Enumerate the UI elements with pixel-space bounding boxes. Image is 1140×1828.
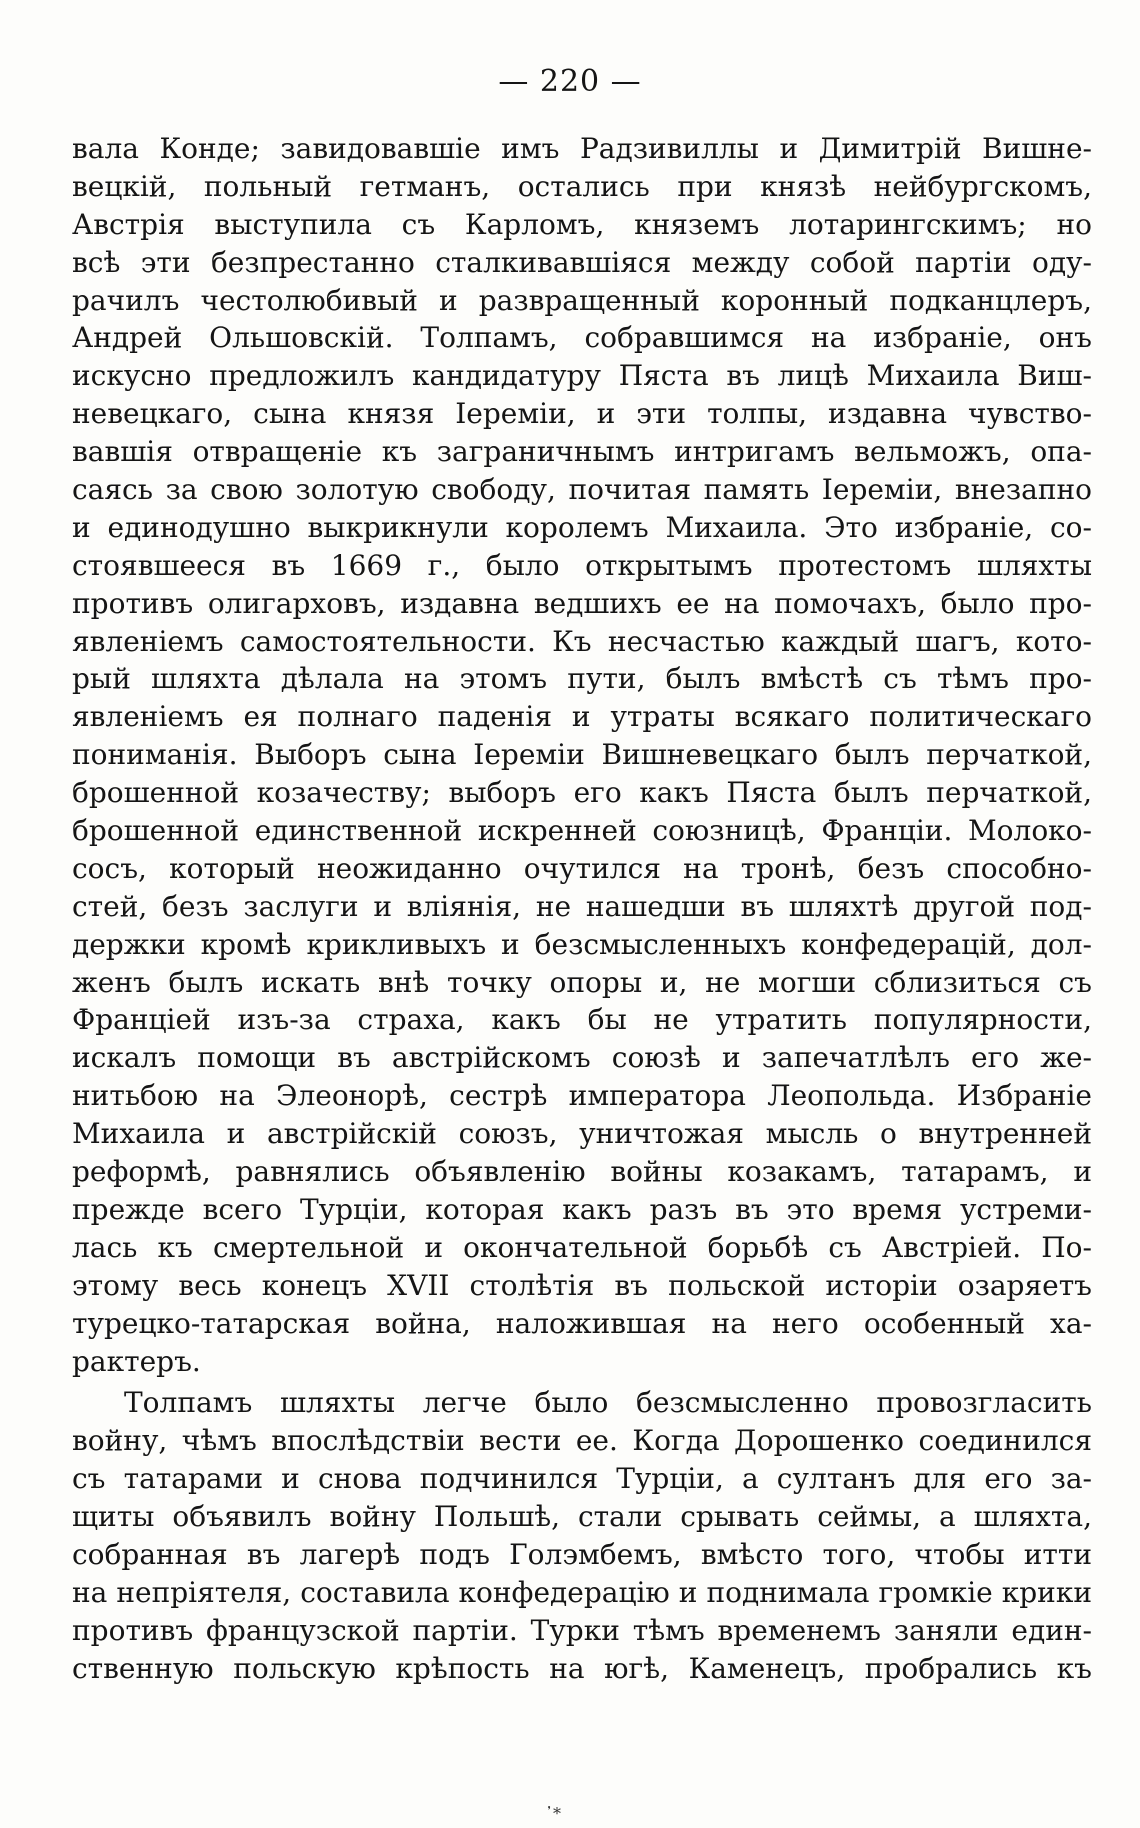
text-line: собранная въ лагерѣ подъ Голэмбемъ, вмѣсто того, чтобы итти [72,1537,1092,1571]
text-line: вецкій, польный гетманъ, остались при князѣ нейбургскомъ, [72,169,1092,203]
paragraph-1 [72,130,1092,1380]
text-line: явленіемъ ея полнаго паденія и утраты всякаго политическаго [72,700,1092,734]
text-line: прежде всего Турціи, которая какъ разъ въ это время устреми- [72,1192,1092,1226]
text-line: этому весь конецъ XVII столѣтія въ польской исторіи озаряетъ [72,1268,1092,1302]
text-line: стей, безъ заслуги и вліянія, не нашедши въ шляхтѣ другой под- [72,889,1092,923]
text-line: вала Конде; завидовавшіе имъ Радзивиллы и Димитрій Вишне- [72,132,1092,165]
text-line: Толпамъ шляхты легче было безсмысленно провозгласить [124,1386,1092,1420]
text-line: войну, чѣмъ впослѣдствіи вести ее. Когда Дорошенко соединился [72,1424,1092,1458]
page-number: — 220 — [498,64,642,99]
text-line: съ татарами и снова подчинился Турціи, а султанъ для его за- [72,1462,1092,1496]
text-line: саясь за свою золотую свободу, почитая память Іереміи, внезапно [72,473,1092,507]
text-line: противъ французской партіи. Турки тѣмъ временемъ заняли един- [72,1613,1092,1647]
body-text [72,130,1092,1688]
text-line: стоявшееся въ 1669 г., было открытымъ протестомъ шляхты [72,548,1092,582]
text-line: держки кромѣ крикливыхъ и безсмысленныхъ конфедерацій, дол- [72,927,1092,961]
text-line: женъ былъ искать внѣ точку опоры и, не могши сблизиться съ [72,965,1092,999]
text-line: искалъ помощи въ австрійскомъ союзѣ и запечатлѣлъ его же- [72,1041,1092,1075]
text-line: нитьбою на Элеонорѣ, сестрѣ императора Леопольда. Избраніе [72,1079,1092,1113]
text-line: щиты объявилъ войну Польшѣ, стали срывать сеймы, а шляхта, [72,1500,1092,1534]
text-line: пониманія. Выборъ сына Іереміи Вишневецкаго былъ перчаткой, [72,738,1092,772]
text-line: сосъ, который неожиданно очутился на тронѣ, безъ способно- [72,851,1092,885]
text-line: брошенной единственной искренней союзницѣ, Франціи. Молоко- [72,814,1092,848]
text-line: явленіемъ самостоятельности. Къ несчастью каждый шагъ, кото- [72,624,1092,658]
text-line: турецко-татарская война, наложившая на него особенный ха- [72,1306,1092,1340]
paragraph-2 [72,1384,1092,1687]
text-line: Андрей Ольшовскій. Толпамъ, собравшимся на избраніе, онъ [72,321,1092,355]
print-mark: ᾽* [545,1804,561,1823]
text-line: невецкаго, сына князя Іереміи, и эти толпы, издавна чувство- [72,397,1092,431]
text-line: Франціей изъ-за страха, какъ бы не утратить популярности, [72,1003,1092,1037]
text-line: лась къ смертельной и окончательной борьбѣ съ Австріей. По- [72,1230,1092,1264]
text-line: Михаила и австрійскій союзъ, уничтожая мысль о внутренней [72,1117,1092,1151]
text-line: искусно предложилъ кандидатуру Пяста въ лицѣ Михаила Виш- [72,359,1092,393]
text-line: вавшія отвращеніе къ заграничнымъ интригамъ вельможъ, опа- [72,435,1092,469]
text-line: и единодушно выкрикнули королемъ Михаила. Это избраніе, со- [72,510,1092,544]
text-line: реформѣ, равнялись объявленію войны козакамъ, татарамъ, и [72,1155,1092,1189]
text-line: противъ олигарховъ, издавна ведшихъ ее на помочахъ, было про- [72,586,1092,620]
text-line: рый шляхта дѣлала на этомъ пути, былъ вмѣстѣ съ тѣмъ про- [72,662,1092,696]
text-line: на непріятеля, составила конфедерацію и поднимала громкіе крики [72,1575,1092,1609]
text-line: брошенной козачеству; выборъ его какъ Пяста былъ перчаткой, [72,776,1092,810]
text-line: ственную польскую крѣпость на югѣ, Каменецъ, пробрались къ [72,1651,1092,1685]
text-line: рактеръ. [72,1344,201,1378]
text-line: рачилъ честолюбивый и развращенный коронный подканцлеръ, [72,283,1092,317]
text-line: всѣ эти безпрестанно сталкивавшіяся между собой партіи оду- [72,245,1092,279]
text-line: Австрія выступила съ Карломъ, княземъ лотарингскимъ; но [72,207,1092,241]
